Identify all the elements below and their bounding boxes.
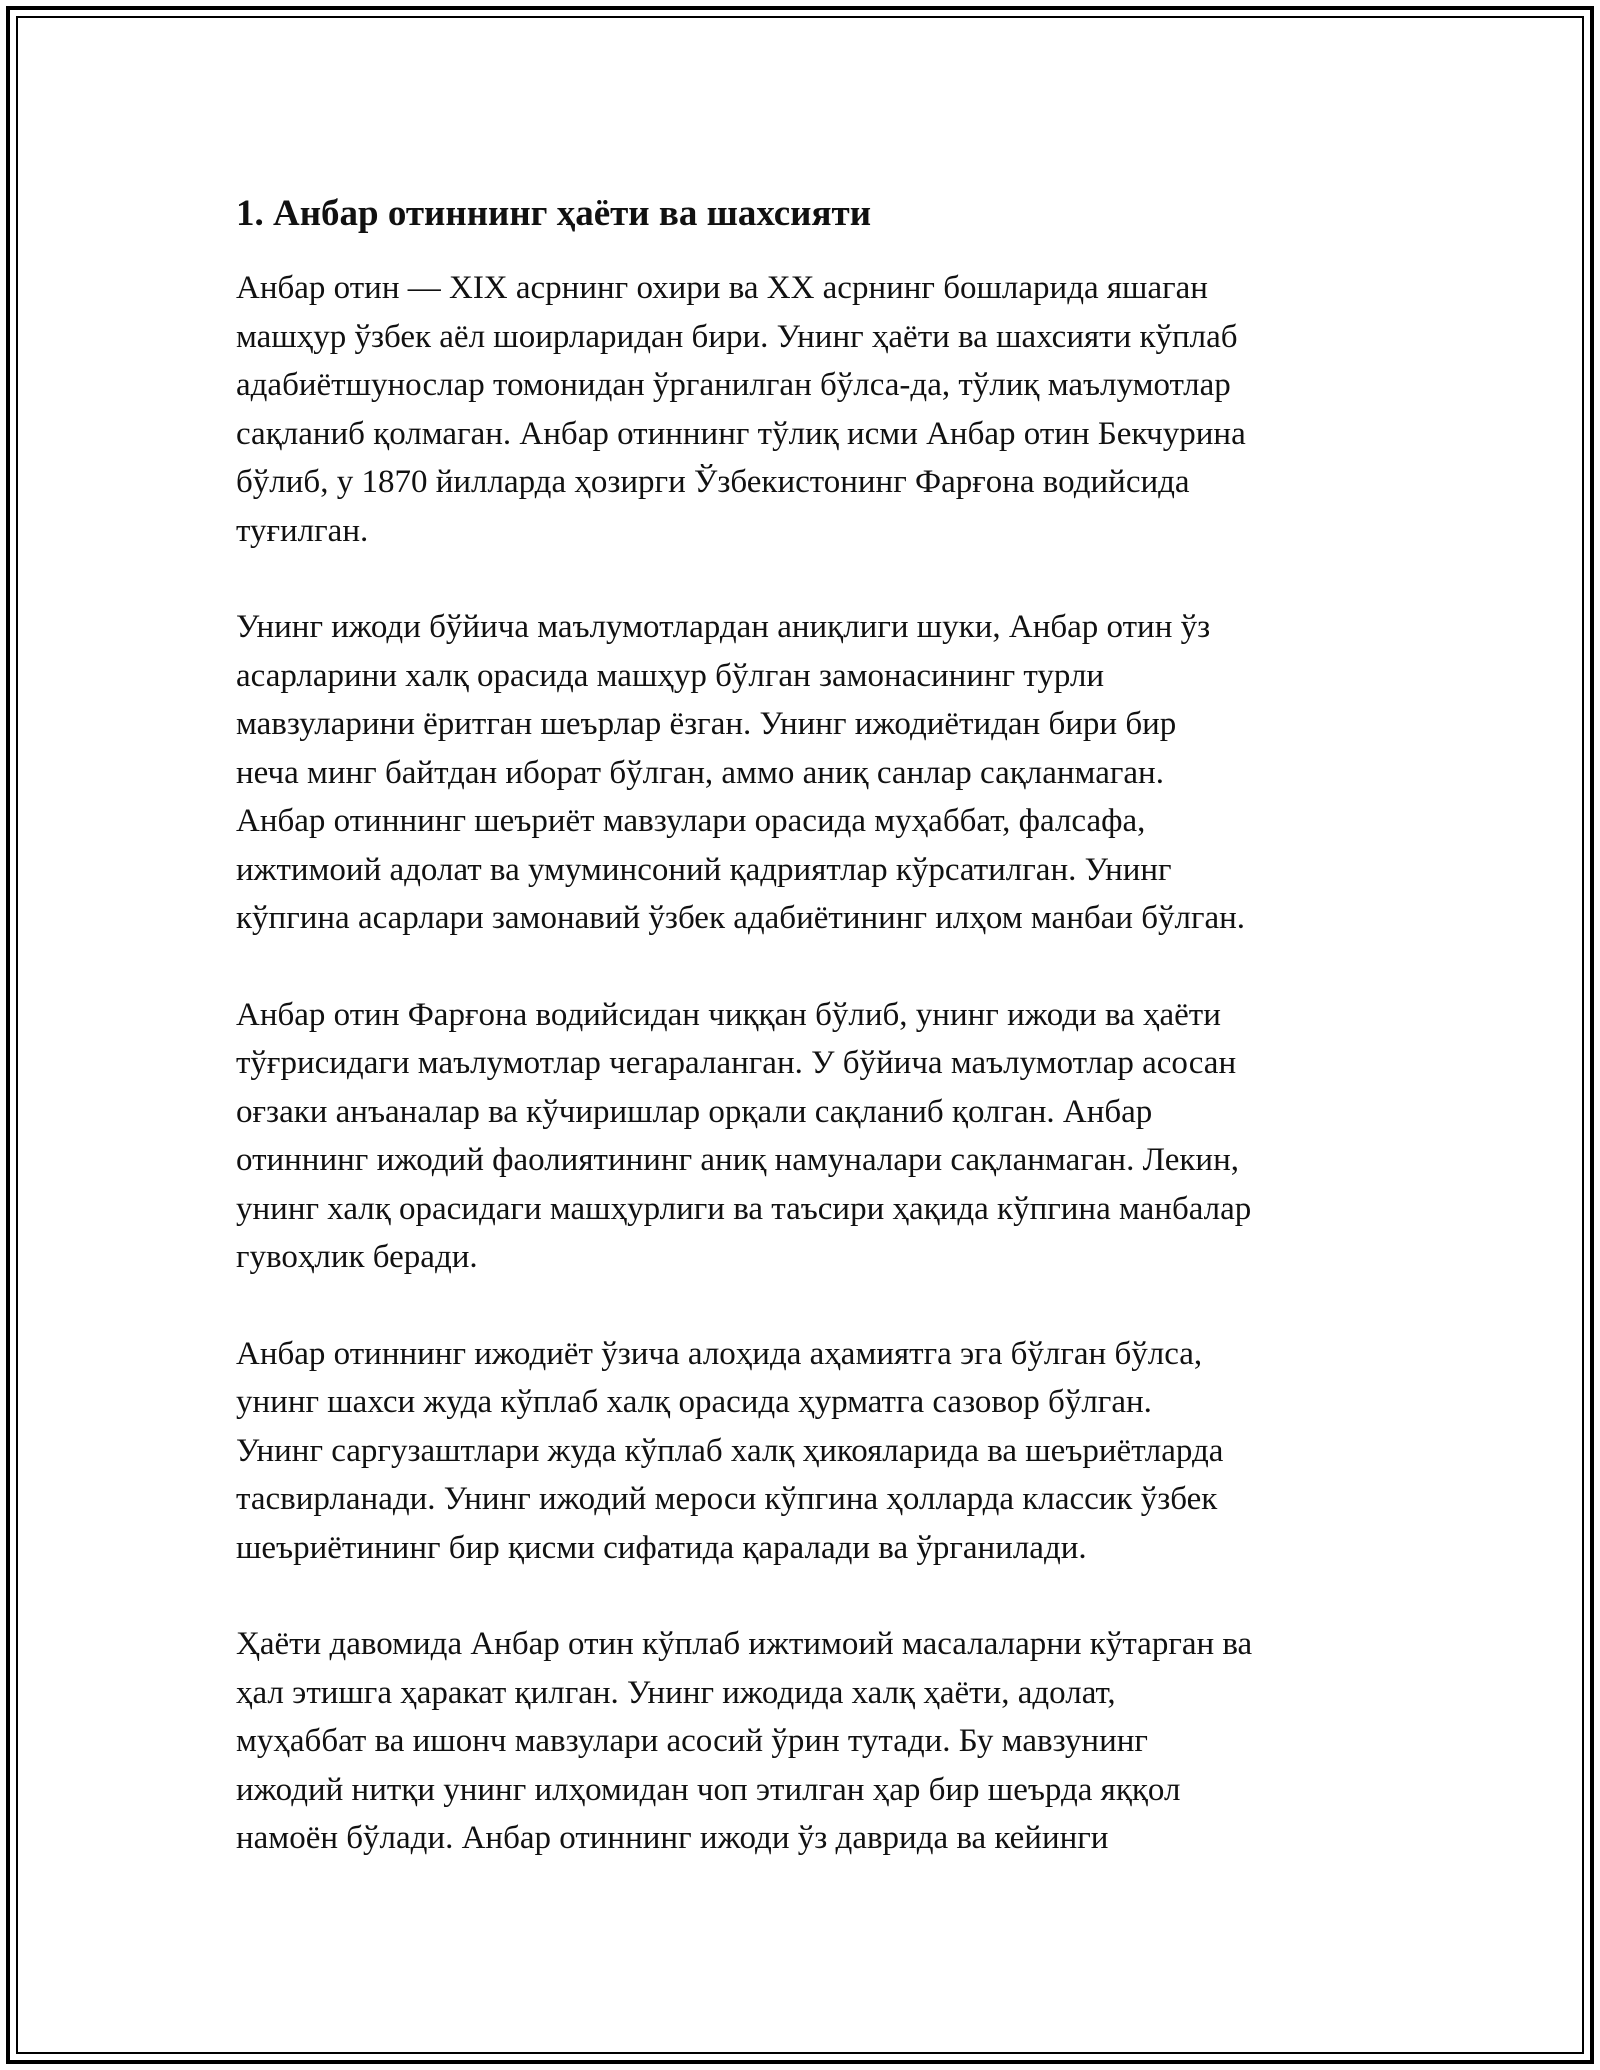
paragraph-5: Ҳаёти давомида Анбар отин кўплаб ижтимоий масалаларни кўтарган ва ҳал этишга ҳаракат қилган. Унинг ижодида халқ ҳаёти, адолат, муҳаббат ва ишонч мавзулари асосий ўрин тутади. Бу мавзунинг ижодий нитқи унинг илҳомидан чоп этилган ҳар бир шеърда яққол намоён бўлади. Анбар отиннинг ижоди ўз даврида ва кейинги	[236, 1626, 1253, 1856]
paragraph-2: Унинг ижоди бўйича маълумотлардан аниқлиги шуки, Анбар отин ўз асарларини халқ орасида машҳур бўлган замонасининг турли мавзуларини ёритган шеърлар ёзган. Унинг ижодиётидан бири бир неча минг байтдан иборат бўлган, аммо аниқ санлар сақланмаган. Анбар отиннинг шеъриёт мавзулари орасида муҳаббат, фалсафа, ижтимоий адолат ва умуминсоний қадриятлар кўрсатилган. Унинг кўпгина асарлари замонавий ўзбек адабиётининг илҳом манбаи бўлган.	[236, 609, 1246, 936]
section-heading: 1. Анбар отиннинг ҳаёти ва шахсияти	[236, 193, 872, 234]
paragraph-3: Анбар отин Фарғона водийсидан чиққан бўлиб, унинг ижоди ва ҳаёти тўғрисидаги маълумотлар чегараланган. У бўйича маълумотлар асосан оғзаки анъаналар ва кўчиришлар орқали сақланиб қолган. Анбар отиннинг ижодий фаолиятининг аниқ намуналари сақланмаган. Лекин, унинг халқ орасидаги машҳурлиги ва таъсири ҳақида кўпгина манбалар гувоҳлик беради.	[236, 996, 1252, 1275]
paragraph-4: Анбар отиннинг ижодиёт ўзича алоҳида аҳамиятга эга бўлган бўлса, унинг шахси жуда кўплаб халқ орасида ҳурматга сазовор бўлган. Унинг саргузаштлари жуда кўплаб халқ ҳикояларида ва шеъриётларда тасвирланади. Унинг ижодий мероси кўпгина ҳолларда классик ўзбек шеъриётининг бир қисми сифатида қаралади ва ўрганилади.	[236, 1335, 1224, 1566]
document-body	[236, 186, 1376, 1911]
paragraph-1: Анбар отин — XIX асрнинг охири ва XX асрнинг бошларида яшаган машҳур ўзбек аёл шоирларидан бири. Унинг ҳаёти ва шахсияти кўплаб адабиётшунослар томонидан ўрганилган бўлса-да, тўлиқ маълумотлар сақланиб қолмаган. Анбар отиннинг тўлиқ исми Анбар отин Бекчурина бўлиб, у 1870 йилларда ҳозирги Ўзбекистонинг Фарғона водийсида туғилган.	[236, 270, 1246, 549]
